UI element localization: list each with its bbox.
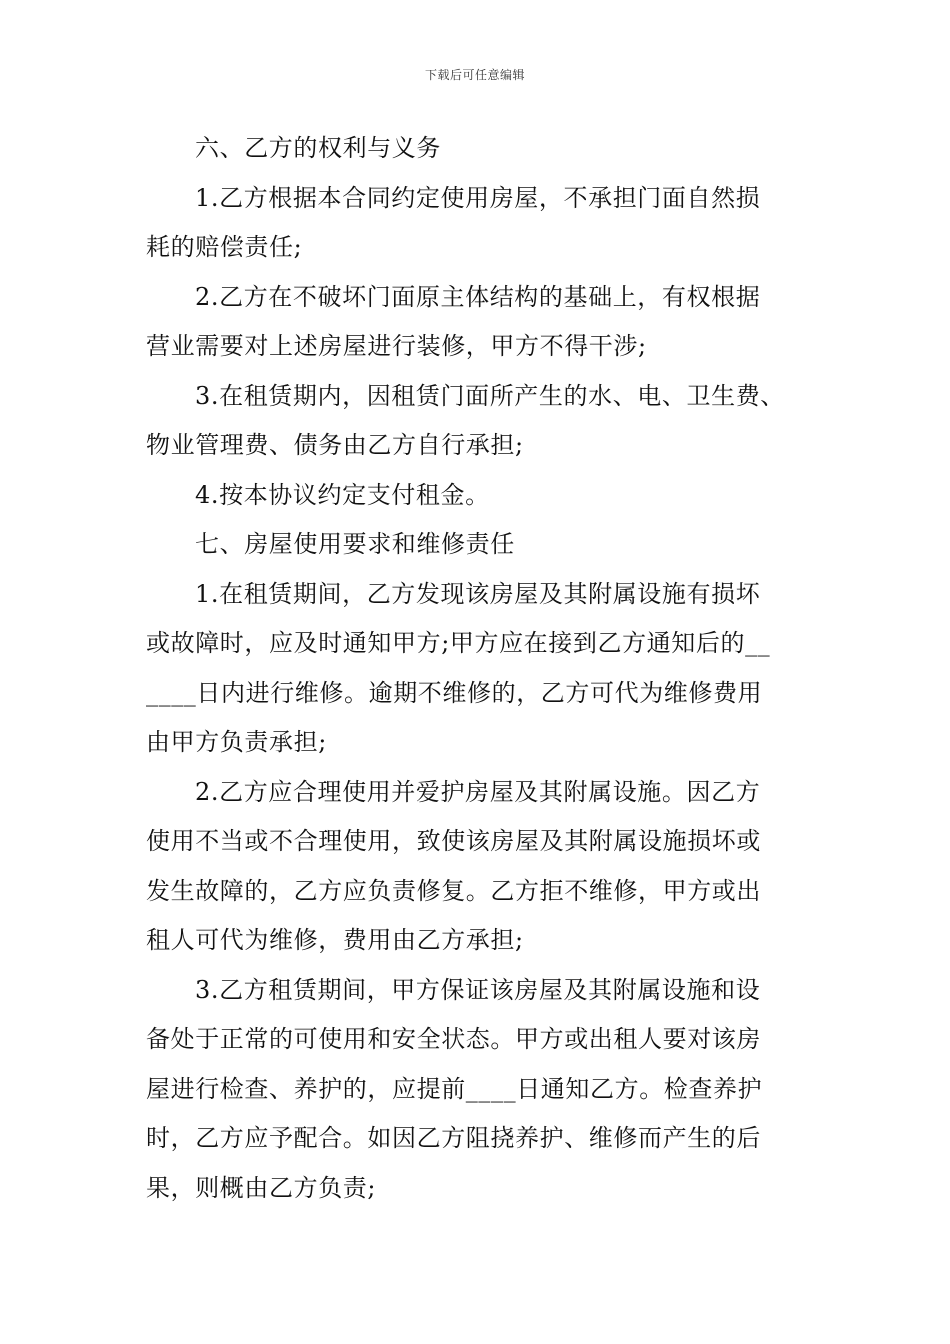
- section-7-item-1-cont-3: 由甲方负责承担;: [146, 728, 327, 756]
- section-7-item-3: 3.乙方租赁期间，甲方保证该房屋及其附属设施和设: [195, 975, 761, 1004]
- section-6-item-2-cont: 营业需要对上述房屋进行装修，甲方不得干涉;: [146, 332, 647, 360]
- document-body: [146, 124, 816, 1213]
- section-7-item-3-cont-4: 果，则概由乙方负责;: [146, 1173, 377, 1202]
- section-7-item-1-cont-2: ____日内进行维修。逾期不维修的，乙方可代为维修费用: [146, 678, 763, 707]
- section-6-item-3: 3.在租赁期内，因租赁门面所产生的水、电、卫生费、: [195, 381, 785, 410]
- section-6-item-4: 4.按本协议约定支付租金。: [195, 480, 490, 509]
- section-7-item-2-cont-2: 发生故障的，乙方应负责修复。乙方拒不维修，甲方或出: [146, 876, 761, 905]
- section-7-item-2-cont-3: 租人可代为维修，费用由乙方承担;: [146, 926, 524, 954]
- section-7-item-3-cont-3: 时，乙方应予配合。如因乙方阻挠养护、维修而产生的后: [146, 1124, 761, 1152]
- section-6-item-2: 2.乙方在不破坏门面原主体结构的基础上，有权根据: [195, 282, 761, 311]
- section-7-item-3-cont-2: 屋进行检查、养护的，应提前____日通知乙方。检查养护: [146, 1074, 763, 1103]
- section-7-heading: 七、房屋使用要求和维修责任: [195, 530, 515, 558]
- section-7-item-3-cont-1: 备处于正常的可使用和安全状态。甲方或出租人要对该房: [146, 1025, 761, 1053]
- section-7-item-1-cont-1: 或故障时，应及时通知甲方;甲方应在接到乙方通知后的__: [146, 629, 771, 657]
- section-7-item-2: 2.乙方应合理使用并爱护房屋及其附属设施。因乙方: [195, 777, 761, 806]
- section-7-item-2-cont-1: 使用不当或不合理使用，致使该房屋及其附属设施损坏或: [146, 827, 761, 855]
- section-6-heading: 六、乙方的权利与义务: [195, 134, 441, 162]
- section-6-item-3-cont: 物业管理费、债务由乙方自行承担;: [146, 431, 524, 459]
- section-7-item-1: 1.在租赁期间，乙方发现该房屋及其附属设施有损坏: [195, 579, 761, 608]
- page-header-note: 下载后可任意编辑: [424, 68, 525, 82]
- section-6-item-1-cont: 耗的赔偿责任;: [146, 233, 303, 261]
- section-6-item-1: 1.乙方根据本合同约定使用房屋，不承担门面自然损: [195, 183, 761, 212]
